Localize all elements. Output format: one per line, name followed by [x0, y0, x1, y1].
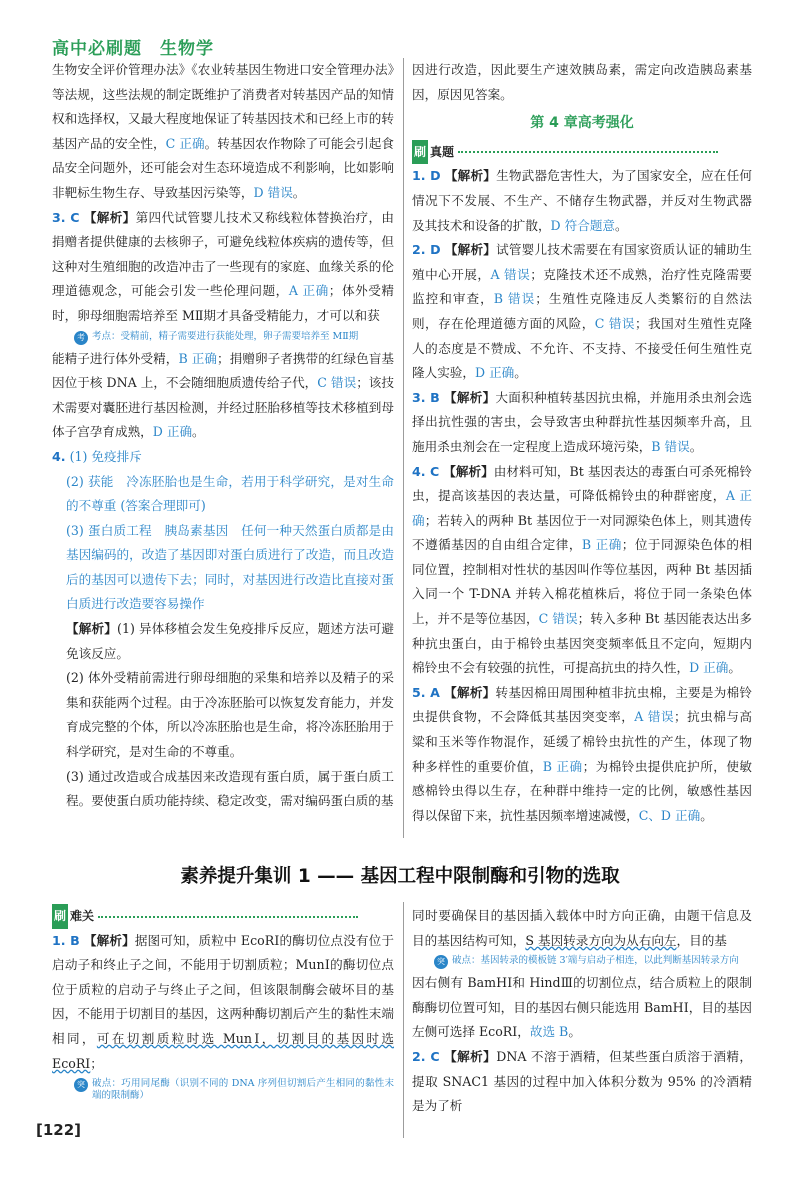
- section-badge: 刷 难关: [52, 904, 358, 929]
- section-badge: 刷 真题: [412, 140, 718, 165]
- explain-4-3: (3) 通过改造或合成基因来改造现有蛋白质，属于蛋白质工程。要使蛋白质功能持续、稳定改变，需对编码蛋白质的基: [66, 768, 394, 809]
- explain-4-1: 【解析】(1) 异体移植会发生免疫排斥反应，题述方法可避免该反应。: [66, 621, 395, 661]
- chapter-title: 第 4 章高考强化: [530, 115, 634, 132]
- answer-2: 2. C 【解析】DNA 不溶于酒精，但某些蛋白质溶于酒精，提取 SNAC1 基因的过程中加入体积分数为 95% 的冷酒精是为了析: [412, 1048, 752, 1114]
- right-column: [412, 58, 752, 828]
- page-header: 高中必刷题 生物学: [52, 39, 214, 59]
- bottom-left-column: [52, 904, 394, 1106]
- column-divider-bottom: [403, 902, 404, 1138]
- answer-4-2: (2) 获能 冷冻胚胎也是生命，若用于科学研究，是对生命的不尊重 (答案合理即可): [66, 473, 394, 514]
- tip-icon: 突: [74, 1078, 88, 1092]
- left-column: [52, 58, 394, 814]
- tip-note: 突 破点：基因转录的模板链 3′端与启动子相连，以此判断基因转录方向: [412, 955, 752, 967]
- paragraph: 因右侧有 BamHⅠ和 HindⅢ的切割位点，结合质粒上的限制酶酶切位置可知，目的基因右侧只能选用 BamHⅠ，目的基因左侧可选择 EcoRⅠ，故选 B。: [412, 975, 752, 1040]
- tip-icon: 突: [434, 955, 448, 969]
- answer-1: 1. B 【解析】据图可知，质粒中 EcoRⅠ的酶切位点没有位于启动子和终止子之间，不能用于切割质粒；MunⅠ的酶切位点位于质粒的启动子与终止子之间，但该限制酶会破坏目的基因，不能用于切割目的基因，这两种酶切割后产生的黏性末端相同，可在切割质粒时选 MunⅠ，切割目的基因时选 EcoRⅠ；: [52, 932, 394, 1071]
- bottom-right-column: [412, 904, 752, 1119]
- tip-note: 考 考点：受精前，精子需要进行获能处理，卵子需要培养至 MⅡ期: [52, 331, 394, 343]
- tip-note: 突 破点：巧用同尾酶（识别不同的 DNA 序列但切割后产生相同的黏性末端的限制酶）: [52, 1078, 394, 1102]
- answer-3: 3. B 【解析】大面积种植转基因抗虫棉，并施用杀虫剂会选择出抗性强的害虫，会导致害虫种群抗性基因频率升高，且施用杀虫剂会在一定程度上造成环境污染，B 错误。: [412, 389, 753, 454]
- tip-icon: 考: [74, 331, 88, 345]
- section-banner: 素养提升集训 1 —— 基因工程中限制酶和引物的选取: [180, 866, 620, 887]
- answer-4: 4. (1) 免疫排斥: [52, 448, 142, 464]
- paragraph: 生物安全评价管理办法》《农业转基因生物进口安全管理办法》等法规，这些法规的制定既维护了消费者对转基因产品的知情权和选择权，又最大程度地保证了转基因技术和已经上市的转基因产品的安全性，C 正确。转基因农作物除了可能会引起食品安全问题外，还可能会对生态环境造成不利影响，比如影响非靶标生物生存、导致基因污染等，D 错误。: [52, 62, 395, 200]
- column-divider: [403, 58, 404, 838]
- answer-5: 5. A 【解析】转基因棉田周围种植非抗虫棉，主要是为棉铃虫提供食物，不会降低其基因突变率，A 错误；抗虫棉与高粱和玉米等作物混作，延缓了棉铃虫抗性的产生，体现了物种多样性的重要价值，B 正确；为棉铃虫提供庇护所，使敏感棉铃虫得以生存，在种群中维持一定的比例，敏感性基因得以保留下来，抗性基因频率增速减慢，C、D 正确。: [412, 684, 753, 823]
- answer-4-3: (3) 蛋白质工程 胰岛素基因 任何一种天然蛋白质都是由基因编码的，改造了基因即对蛋白质进行了改造，而且改造后的基因可以遗传下去；同时，对基因进行改造比直接对蛋白质进行改造要容易操作: [66, 522, 394, 612]
- answer-2: 2. D 【解析】试管婴儿技术需要在有国家资质认证的辅助生殖中心开展，A 错误；克隆技术还不成熟，治疗性克隆需要监控和审查，B 错误；生殖性克隆违反人类繁衍的自然法则，存在伦理道德方面的风险，C 错误；我国对生殖性克隆人的态度是不赞成、不允许、不支持、不接受任何生殖性克隆人实验，D 正确。: [412, 242, 753, 381]
- answer-1: 1. D 【解析】生物武器危害性大，为了国家安全，应在任何情况下不发展、不生产、不储存生物武器，并反对生物武器及其技术和设备的扩散，D 符合题意。: [412, 168, 752, 233]
- answer-4: 4. C 【解析】由材料可知，Bt 基因表达的毒蛋白可杀死棉铃虫，提高该基因的表达量，可降低棉铃虫的种群密度，A 正确；若转入的两种 Bt 基因位于一对同源染色体上，则其遗传不遵循基因的自由组合定律，B 正确；位于同源染色体的相同位置，控制相对性状的基因叫作等位基因，两种 Bt 基因插入同一个 T-DNA 并转入棉花植株后，将位于同一条染色体上，并不是等位基因，C 错误；转入多种 Bt 基因能表达出多种抗虫蛋白，由于棉铃虫基因突变频率低且不定向，短期内棉铃虫不会有较强的抗性，可提高抗虫的持久性，D 正确。: [412, 463, 753, 676]
- answer-3-cont: 能精子进行体外受精，B 正确；捐赠卵子者携带的红绿色盲基因位于核 DNA 上，不会随细胞质遗传给子代，C 错误；该技术需要对囊胚进行基因检测，并经过胚胎移植等技术移植到母体子宫孕育成熟，D 正确。: [52, 350, 395, 440]
- paragraph: 同时要确保目的基因插入载体中时方向正确，由题干信息及目的基因结构可知，S 基因转录方向为从右向左，目的基: [412, 908, 752, 948]
- answer-3: 3. C 【解析】第四代试管婴儿技术又称线粒体替换治疗，由捐赠者提供健康的去核卵子，可避免线粒体疾病的遗传等，但这种对生殖细胞的改造冲击了一些现有的家庭、血缘关系的伦理道德观念，可能会引发一些伦理问题，A 正确；体外受精时，卵母细胞需培养至 MⅡ期才具备受精能力，才可以和获: [52, 209, 395, 323]
- explain-4-2: (2) 体外受精前需进行卵母细胞的采集和培养以及精子的采集和获能两个过程。由于冷冻胚胎可以恢复发育能力，并发育成完整的个体，所以冷冻胚胎也是生命，将冷冻胚胎用于科学研究，是对生命的不尊重。: [66, 670, 394, 760]
- page-number: [122]: [36, 1121, 82, 1139]
- paragraph: 因进行改造，因此要生产速效胰岛素，需定向改造胰岛素基因，原因见答案。: [412, 62, 752, 102]
